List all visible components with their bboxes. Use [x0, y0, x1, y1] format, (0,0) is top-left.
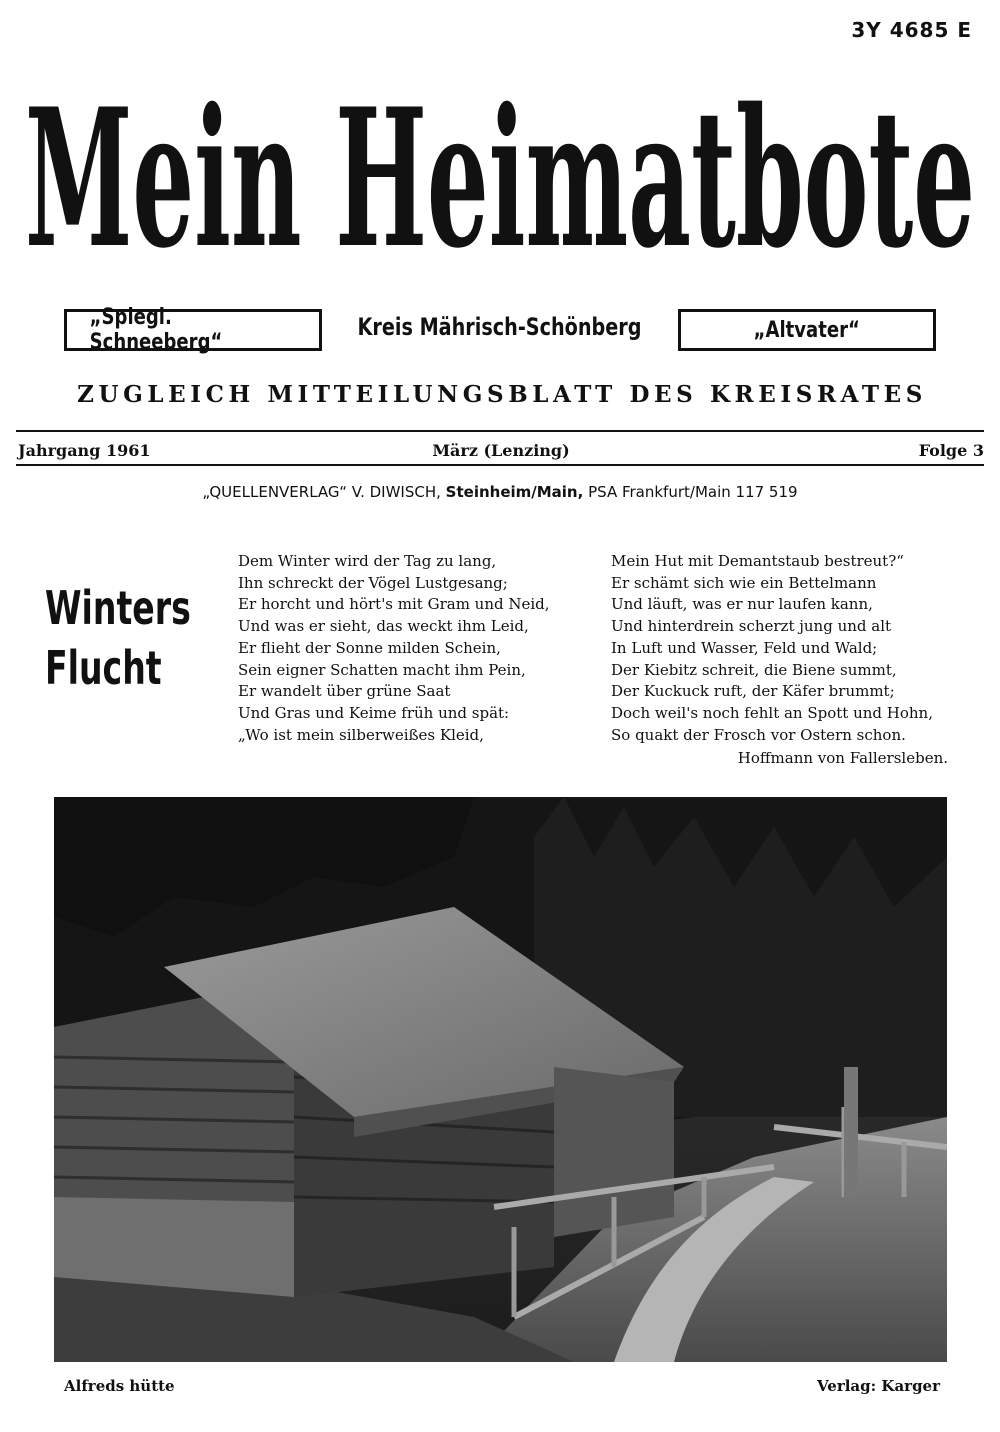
poem-line: Und Gras und Keime früh und spät:	[238, 703, 510, 722]
catalog-code: 3Y 4685 E	[851, 18, 972, 42]
poem-line: Doch weil's noch fehlt an Spott und Hohn,	[611, 703, 933, 722]
subtitle: ZUGLEICH MITTEILUNGSBLATT DES KREISRATES	[77, 381, 927, 408]
poem-line: In Luft und Wasser, Feld und Wald;	[611, 638, 878, 657]
poem-author: Hoffmann von Fallersleben.	[737, 749, 948, 767]
issue-volume: Jahrgang 1961	[18, 441, 151, 460]
poem-column-2	[611, 551, 933, 746]
publisher-name: „QUELLENVERLAG“ V. DIWISCH,	[202, 483, 441, 501]
poem-line: Dem Winter wird der Tag zu lang,	[238, 552, 497, 570]
poem-line: „Wo ist mein silberweißes Kleid,	[238, 725, 484, 744]
poem-title-line: Winters	[45, 581, 191, 635]
poem-line: Sein eigner Schatten macht ihm Pein,	[238, 660, 526, 679]
poem-line: Und was er sieht, das weckt ihm Leid,	[238, 617, 529, 636]
divider-top	[16, 430, 984, 432]
poem-line: Der Kiebitz schreit, die Biene summt,	[611, 660, 897, 679]
region-box-left	[64, 305, 322, 355]
issue-number: Folge 3	[918, 441, 984, 460]
issue-month: März (Lenzing)	[432, 441, 570, 460]
region-label-left: „Spiegl. Schneeberg“	[89, 305, 223, 355]
poem-line: Der Kuckuck ruft, der Käfer brummt;	[611, 682, 895, 701]
publisher-line	[0, 483, 1000, 501]
district-label: Kreis Mährisch-Schönberg	[357, 313, 642, 341]
photo-caption: Alfreds hütte	[64, 1377, 175, 1395]
poem-title	[45, 578, 225, 698]
poem-line: Ihn schreckt der Vögel Lustgesang;	[238, 573, 508, 592]
poem-line: Er wandelt über grüne Saat	[238, 682, 451, 701]
poem-line: Er flieht der Sonne milden Schein,	[238, 638, 501, 657]
cabin-photo	[54, 797, 947, 1362]
poem-column-1	[238, 551, 550, 746]
poem-line: Mein Hut mit Demantstaub bestreut?“	[611, 552, 904, 570]
poem-line: Und läuft, was er nur laufen kann,	[611, 595, 873, 614]
poem-line: Und hinterdrein scherzt jung und alt	[611, 617, 892, 636]
region-box-right	[678, 309, 936, 351]
photo-credit: Verlag: Karger	[817, 1377, 940, 1395]
poem-line: Er horcht und hört's mit Gram und Neid,	[238, 595, 550, 614]
poem-line: So quakt der Frosch vor Ostern schon.	[611, 725, 906, 744]
region-label-right: „Altvater“	[753, 317, 861, 343]
divider-bottom	[16, 464, 984, 466]
publisher-account: PSA Frankfurt/Main 117 519	[588, 483, 798, 501]
poem-title-line: Flucht	[45, 641, 162, 695]
masthead-title: Mein Heimatbote	[25, 67, 975, 290]
poem-line: Er schämt sich wie ein Bettelmann	[611, 573, 877, 592]
publisher-city: Steinheim/Main,	[445, 483, 584, 501]
masthead-logo	[10, 55, 990, 295]
